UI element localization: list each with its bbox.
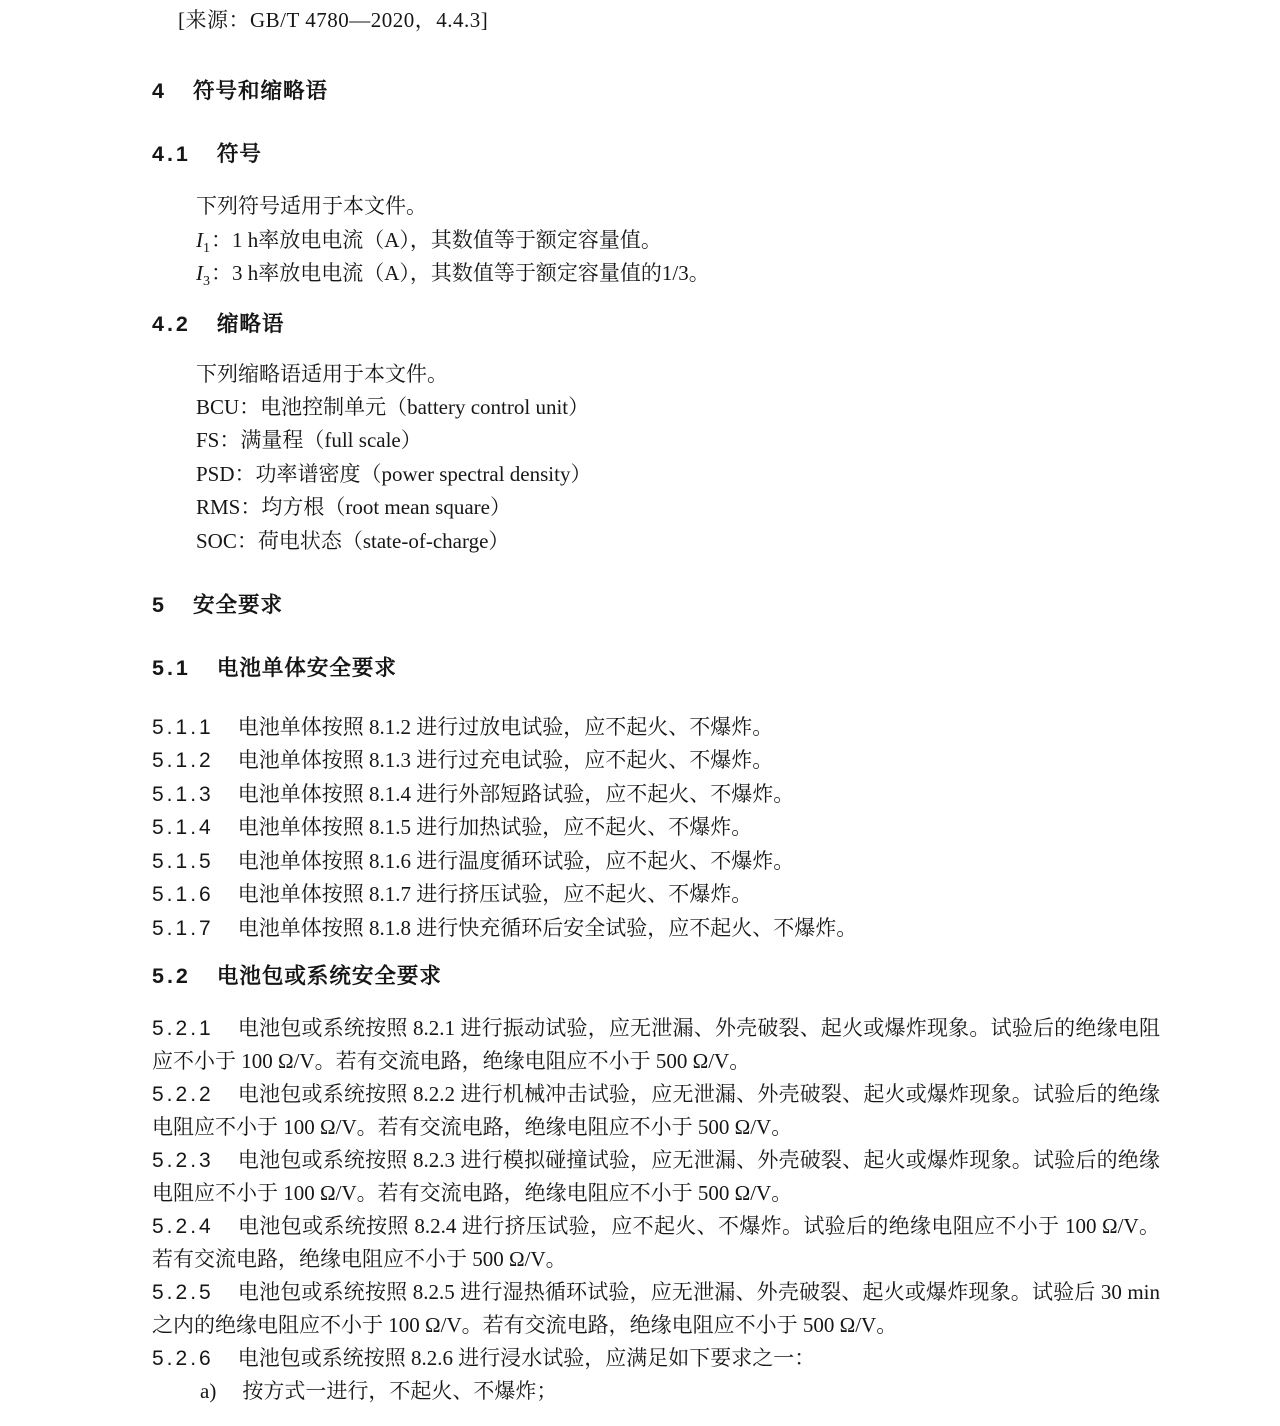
clause-text: 电池单体按照 8.1.5 进行加热试验，应不起火、不爆炸。 <box>237 815 753 840</box>
clause-text: 电池单体按照 8.1.2 进行过放电试验，应不起火、不爆炸。 <box>237 714 774 739</box>
clause-number: 5.1.7 <box>152 916 214 940</box>
section-4-2-number: 4.2 <box>152 311 191 336</box>
clause <box>152 744 1160 778</box>
clause-text: 电池包或系统按照 8.2.6 进行浸水试验，应满足如下要求之一： <box>237 1346 816 1371</box>
section-4-2-heading <box>152 308 1160 341</box>
clause-text: 电池单体按照 8.1.4 进行外部短路试验，应不起火、不爆炸。 <box>237 781 795 806</box>
symbol-item <box>152 224 1160 258</box>
list-item-text: 按方式一进行，不起火、不爆炸； <box>242 1379 558 1404</box>
symbol-variable: $I_3$ <box>196 261 210 290</box>
clause-number: 5.1.1 <box>152 715 214 739</box>
clause-text: 电池包或系统按照 8.2.5 进行湿热循环试验，应无泄漏、外壳破裂、起火或爆炸现象。试验后 30 min 之内的绝缘电阻应不小于 100 Ω/V。若有交流电路，绝缘电阻应不小于 500 Ω/V。 <box>152 1280 1160 1338</box>
clause <box>152 845 1160 879</box>
section-4-1-number: 4.1 <box>152 142 191 166</box>
clause <box>152 912 1160 946</box>
list-item-a <box>152 1375 1160 1408</box>
clause-number: 5.1.6 <box>152 883 214 907</box>
section-4-number: 4 <box>152 79 167 103</box>
clause-number: 5.2.6 <box>152 1347 214 1371</box>
section-4-1-title: 符号 <box>216 142 262 166</box>
clause <box>152 1342 1160 1375</box>
symbol-description: ：3 h率放电电流（A），其数值等于额定容量值的1/3。 <box>211 261 710 285</box>
clause <box>152 778 1160 812</box>
section-4-2-title: 缩略语 <box>216 311 285 336</box>
clause-text: 电池包或系统按照 8.2.1 进行振动试验，应无泄漏、外壳破裂、起火或爆炸现象。试验后的绝缘电阻应不小于 100 Ω/V。若有交流电路，绝缘电阻应不小于 500 Ω/V。 <box>152 1016 1160 1074</box>
section-5-heading <box>152 589 1160 622</box>
section-4-1-heading <box>152 138 1160 171</box>
clause-number: 5.2.1 <box>152 1017 214 1041</box>
abbreviation-item: BCU：电池控制单元（battery control unit） <box>196 394 590 419</box>
clause-text: 电池单体按照 8.1.3 进行过充电试验，应不起火、不爆炸。 <box>237 748 774 773</box>
clause-number: 5.1.4 <box>152 816 214 840</box>
symbols-intro: 下列符号适用于本文件。 <box>196 194 427 218</box>
clause-number: 5.1.5 <box>152 849 214 873</box>
clause-text: 电池包或系统按照 8.2.2 进行机械冲击试验，应无泄漏、外壳破裂、起火或爆炸现象。试验后的绝缘电阻应不小于 100 Ω/V。若有交流电路，绝缘电阻应不小于 500 Ω/V。 <box>152 1082 1160 1140</box>
section-5-1-title: 电池单体安全要求 <box>216 655 397 680</box>
section-5-2-heading <box>152 960 1160 993</box>
section-5-2-number: 5.2 <box>152 964 191 989</box>
symbol-subscript: 1 <box>203 240 210 256</box>
clause <box>152 1078 1160 1144</box>
symbol-item <box>152 257 1160 291</box>
section-4-heading <box>152 75 1160 108</box>
abbreviations-block <box>152 358 1160 558</box>
clause <box>152 1144 1160 1210</box>
clause-number: 5.1.2 <box>152 749 214 773</box>
abbreviation-item: FS：满量程（full scale） <box>196 428 422 453</box>
clause-number: 5.1.3 <box>152 782 214 806</box>
symbol-description: ：1 h率放电电流（A），其数值等于额定容量值。 <box>211 227 662 252</box>
section-5-number: 5 <box>152 592 167 617</box>
clause-text: 电池单体按照 8.1.6 进行温度循环试验，应不起火、不爆炸。 <box>237 848 795 873</box>
symbols-block <box>152 190 1160 291</box>
clause-number: 5.2.2 <box>152 1083 214 1107</box>
clause-number: 5.2.5 <box>152 1281 214 1305</box>
section-5-2-title: 电池包或系统安全要求 <box>216 964 442 989</box>
clause-text: 电池单体按照 8.1.7 进行挤压试验，应不起火、不爆炸。 <box>237 882 753 907</box>
section-5-1-number: 5.1 <box>152 655 191 680</box>
clause <box>152 1210 1160 1276</box>
clause-number: 5.2.4 <box>152 1215 214 1239</box>
clause <box>152 1012 1160 1078</box>
section-5-title: 安全要求 <box>192 592 283 617</box>
abbreviations-intro: 下列缩略语适用于本文件。 <box>196 361 448 386</box>
clause-text: 电池包或系统按照 8.2.4 进行挤压试验，应不起火、不爆炸。试验后的绝缘电阻应不小于 100 Ω/V。若有交流电路，绝缘电阻应不小于 500 Ω/V。 <box>152 1214 1160 1272</box>
list-item-marker: a) <box>200 1379 217 1404</box>
clauses-5-1 <box>152 711 1160 946</box>
clause-text: 电池包或系统按照 8.2.3 进行模拟碰撞试验，应无泄漏、外壳破裂、起火或爆炸现象。试验后的绝缘电阻应不小于 100 Ω/V。若有交流电路，绝缘电阻应不小于 500 Ω/V。 <box>152 1148 1160 1206</box>
abbreviation-item: SOC：荷电状态（state-of-charge） <box>196 528 510 553</box>
clause <box>152 878 1160 912</box>
section-4-title: 符号和缩略语 <box>192 79 328 103</box>
clause <box>152 711 1160 745</box>
abbreviation-item: RMS：均方根（root mean square） <box>196 495 511 520</box>
clause-text: 电池单体按照 8.1.8 进行快充循环后安全试验，应不起火、不爆炸。 <box>237 915 858 940</box>
symbol-variable: $I_1$ <box>196 227 210 256</box>
symbol-subscript: 3 <box>203 274 210 290</box>
clause-number: 5.2.3 <box>152 1149 214 1173</box>
clauses-5-2 <box>152 1012 1160 1408</box>
section-5-1-heading <box>152 652 1160 685</box>
source-reference: [来源：GB/T 4780—2020，4.4.3] <box>178 8 489 32</box>
clause <box>152 1276 1160 1342</box>
clause <box>152 811 1160 845</box>
abbreviation-item: PSD：功率谱密度（power spectral density） <box>196 461 592 486</box>
